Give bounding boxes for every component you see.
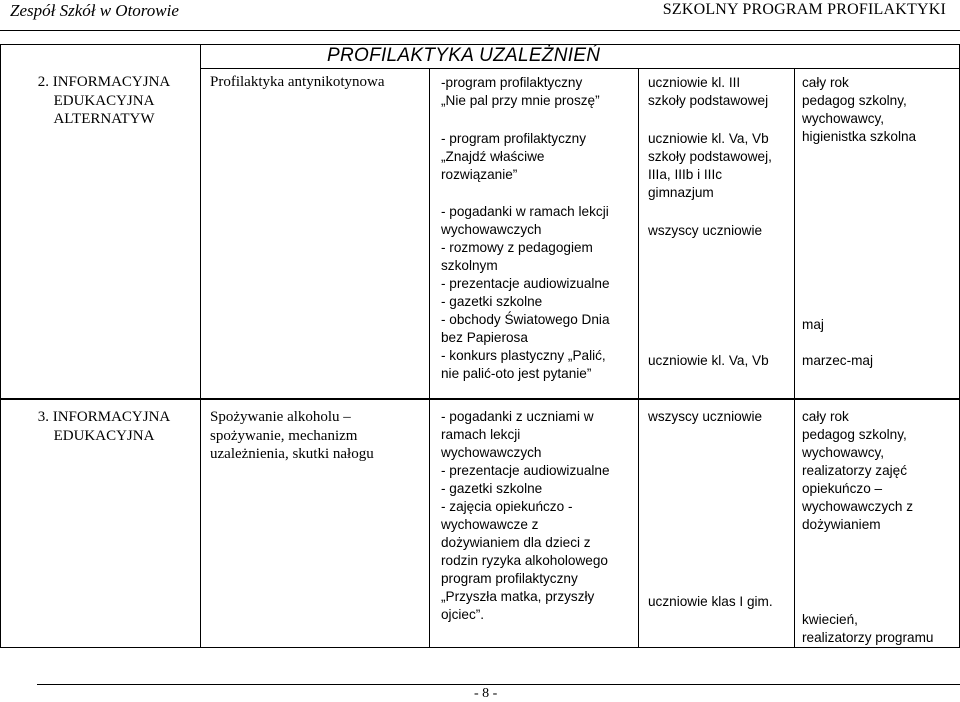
col-border-0 <box>0 44 1 648</box>
row1-recipient-1: uczniowie kl. III szkoły podstawowej <box>648 75 769 108</box>
row1-topic: Profilaktyka antynikotynowa <box>210 74 385 90</box>
row1-activity-3: - pogadanki w ramach lekcji wychowawczych - rozmowy z pedagogiem szkolnym - prezentacje audiowizualne - gazetki szkolne - obchody Światowego Dnia bez Papierosa - konkurs plastyczny „Palić, nie palić-oto jest pytanie” <box>441 204 610 381</box>
row1-recipient-3: wszyscy uczniowie <box>648 223 763 238</box>
section-title: PROFILAKTYKA UZALEŻNIEŃ <box>327 45 601 66</box>
row1-area: 2. INFORMACYJNA EDUKACYJNA ALTERNATYW <box>37 74 171 127</box>
row1-timing-2: maj <box>802 317 824 332</box>
row2-area: 3. INFORMACYJNA EDUKACYJNA <box>37 409 171 444</box>
row2-activity-1: - pogadanki z uczniami w ramach lekcji wychowawczych - prezentacje audiowizualne - gazetki szkolne - zajęcia opiekuńczo - wychowawcze z dożywianiem dla dzieci z rodzin ryzyka alkoholowego program profilaktyczny „Przyszła matka, przyszły ojciec”. <box>441 409 610 622</box>
title-row-border <box>200 68 960 69</box>
row1-activity-2: - program profilaktyczny „Znajdź właściwe rozwiązanie” <box>441 131 587 182</box>
school-name: Zespół Szkół w Otorowie <box>10 1 179 20</box>
row2-recipient-2: uczniowie klas I gim. <box>648 594 773 609</box>
row2-timing-1: cały rok pedagog szkolny, wychowawcy, realizatorzy zajęć opiekuńczo – wychowawczych z dożywianiem <box>802 409 914 532</box>
col-border-4 <box>794 69 795 648</box>
header-rule <box>0 30 960 31</box>
page-header <box>0 0 960 25</box>
document-title: SZKOLNY PROGRAM PROFILAKTYKI <box>662 1 946 18</box>
row1-recipient-4: uczniowie kl. Va, Vb <box>648 353 769 368</box>
table-bottom-border <box>0 647 960 648</box>
row2-recipient-1: wszyscy uczniowie <box>648 409 763 424</box>
col-border-2 <box>429 69 430 648</box>
row1-timing-1: cały rok pedagog szkolny, wychowawcy, higienistka szkolna <box>802 75 917 144</box>
col-border-1 <box>200 44 201 648</box>
footer-rule <box>37 684 960 685</box>
row-separator <box>0 398 960 400</box>
row1-recipient-2: uczniowie kl. Va, Vb szkoły podstawowej, IIIa, IIIb i IIIc gimnazjum <box>648 131 772 200</box>
row1-activity-1: -program profilaktyczny „Nie pal przy mnie proszę” <box>441 75 600 108</box>
row2-topic: Spożywanie alkoholu – spożywanie, mechanizm uzależnienia, skutki nałogu <box>210 409 374 462</box>
row1-timing-3: marzec-maj <box>802 353 873 368</box>
row2-timing-2: kwiecień, realizatorzy programu <box>802 612 934 645</box>
page-number: - 8 - <box>474 686 498 701</box>
col-border-3 <box>638 69 639 648</box>
